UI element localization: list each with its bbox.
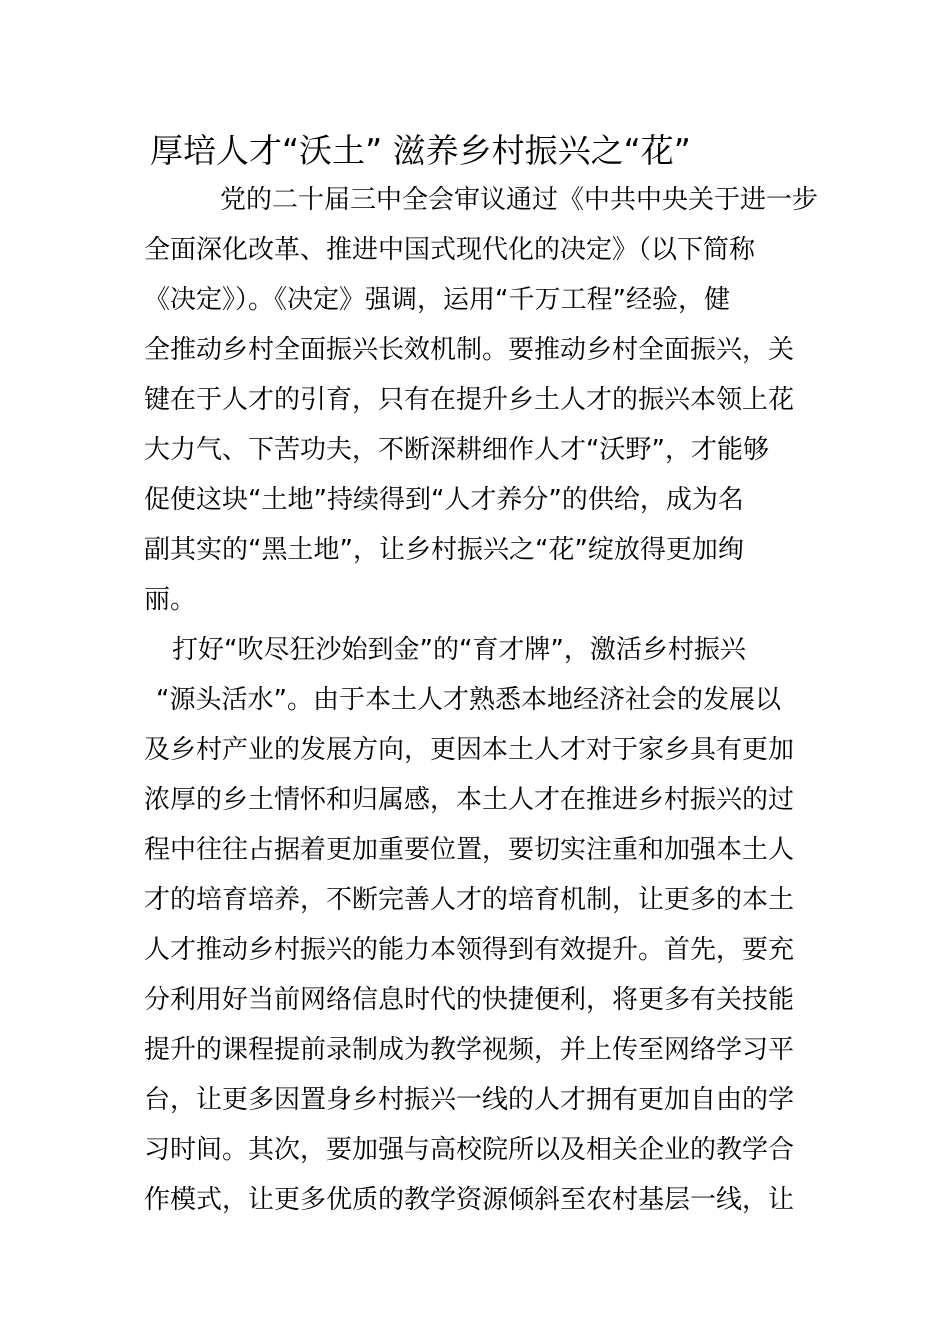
paragraph-line: 副其实的“黑土地”，让乡村振兴之“花”绽放得更加绚 [144, 535, 744, 565]
paragraph-line: 全面深化改革、推进中国式现代化的决定》（以下简称 [144, 235, 756, 265]
paragraph-line: 提升的课程提前录制成为教学视频，并上传至网络学习平 [144, 1035, 795, 1065]
paragraph-line: 习时间。其次，要加强与高校院所以及相关企业的教学合 [144, 1135, 795, 1165]
document-title: 厚培人才“沃土” 滋养乡村振兴之“花” [150, 131, 691, 170]
paragraph-line: 大力气、下苦功夫，不断深耕细作人才“沃野”，才能够 [144, 435, 769, 465]
paragraph-line: 促使这块“土地”持续得到“人才养分”的供给，成为名 [144, 485, 744, 515]
paragraph-line: 分利用好当前网络信息时代的快捷便利，将更多有关技能 [144, 985, 795, 1015]
paragraph-line: 丽。 [144, 585, 197, 615]
paragraph-line: 《决定》）。《决定》强调，运用“千万工程”经验，健 [144, 285, 730, 315]
paragraph-line: 人才推动乡村振兴的能力本领得到有效提升。首先，要充 [144, 935, 795, 965]
paragraph-line: 才的培育培养，不断完善人才的培育机制，让更多的本土 [144, 885, 795, 915]
paragraph-line: 及乡村产业的发展方向，更因本土人才对于家乡具有更加 [144, 735, 795, 765]
paragraph-line: 键在于人才的引育，只有在提升乡土人才的振兴本领上花 [144, 385, 795, 415]
paragraph-line: 台，让更多因置身乡村振兴一线的人才拥有更加自由的学 [144, 1085, 795, 1115]
paragraph-line: 浓厚的乡土情怀和归属感，本土人才在推进乡村振兴的过 [144, 785, 795, 815]
paragraph-line: 打好“吹尽狂沙始到金”的“育才牌”，激活乡村振兴 [172, 635, 746, 665]
paragraph-line: 全推动乡村全面振兴长效机制。要推动乡村全面振兴，关 [144, 335, 795, 365]
document-body [144, 175, 819, 1225]
paragraph-line: 作模式，让更多优质的教学资源倾斜至农村基层一线，让 [144, 1185, 795, 1215]
paragraph-line: 党的二十届三中全会审议通过《中共中央关于进一步 [220, 185, 819, 215]
paragraph-line: 程中往往占据着更加重要位置，要切实注重和加强本土人 [144, 835, 795, 865]
paragraph-line: “源头活水”。由于本土人才熟悉本地经济社会的发展以 [156, 685, 781, 715]
